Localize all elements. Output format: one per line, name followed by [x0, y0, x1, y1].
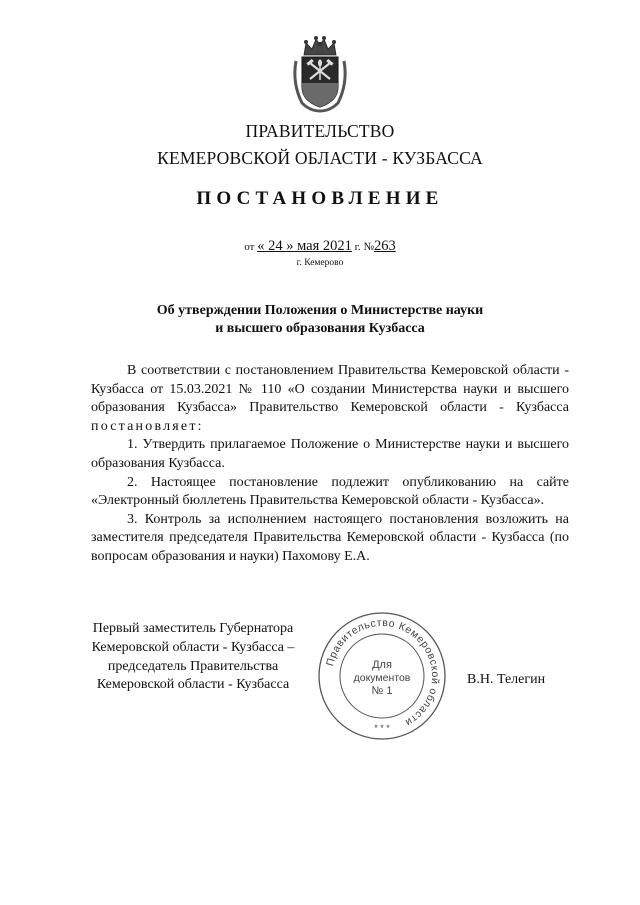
signatory-title-block — [84, 620, 302, 695]
date-open-quote: « — [257, 238, 265, 254]
stamp-center-line3: № 1 — [371, 685, 393, 697]
body-paragraph-item2: 2. Настоящее постановление подлежит опубликованию на сайте «Электронный бюллетень Правительства Кемеровской области - Кузбасса». — [91, 474, 569, 509]
stamp-stars: * * * — [374, 723, 390, 733]
subject-line1: Об утверждении Положения о Министерстве науки — [156, 303, 484, 318]
stamp-center-line2: документов — [353, 672, 411, 684]
document-type-title: ПОСТАНОВЛЕНИЕ — [196, 188, 444, 209]
signatory-title-line1: Первый заместитель Губернатора — [92, 621, 294, 636]
document-number: 263 — [373, 238, 396, 254]
date-day: 24 — [268, 238, 283, 254]
signer-name: В.Н. Телегин — [467, 672, 546, 687]
subject-line2: и высшего образования Кузбасса — [215, 321, 425, 336]
org-name-line2: КЕМЕРОВСКОЙ ОБЛАСТИ - КУЗБАССА — [157, 148, 483, 168]
date-month-year: мая 2021 — [297, 238, 352, 254]
date-number-line — [0, 238, 640, 255]
signatory-title-line4: Кемеровской области - Кузбасса — [96, 677, 290, 693]
city-line: г. Кемерово — [296, 258, 344, 268]
date-year-suffix: г. — [354, 241, 361, 253]
kuzbass-coat-of-arms-icon — [290, 33, 350, 113]
body-paragraph-item3: 3. Контроль за исполнением настоящего постановления возложить на заместителя председателя Правительства Кемеровской области - Кузбасса (по вопросам образования и науки) Пахомову Е.А. — [91, 511, 569, 564]
date-close-quote: » — [286, 238, 294, 254]
stamp-center-line1: Для — [372, 659, 392, 671]
org-name-line1: ПРАВИТЕЛЬСТВО — [245, 121, 395, 141]
document-body — [91, 362, 569, 567]
date-prefix: от — [244, 241, 255, 253]
number-sign: № — [363, 241, 374, 253]
signatory-title-line2: Кемеровской области - Кузбасса – — [91, 639, 295, 655]
body-paragraph-item1: 1. Утвердить прилагаемое Положение о Министерстве науки и высшего образования Кузбасса. — [91, 437, 569, 471]
body-paragraph-preamble: В соответствии с постановлением Правительства Кемеровской области - Кузбасса от 15.03.2021 № 110 «О создании Министерства науки и высшего образования Кузбасса» Правительство Кемеровской области - Кузбасса постановляет: — [91, 363, 569, 434]
resolve-word: постановляет: — [91, 418, 204, 434]
stamp-ring-text: Правительство Кемеровской области — [324, 616, 442, 729]
official-stamp — [316, 610, 448, 742]
signatory-title-line3: председатель Правительства — [107, 658, 279, 674]
